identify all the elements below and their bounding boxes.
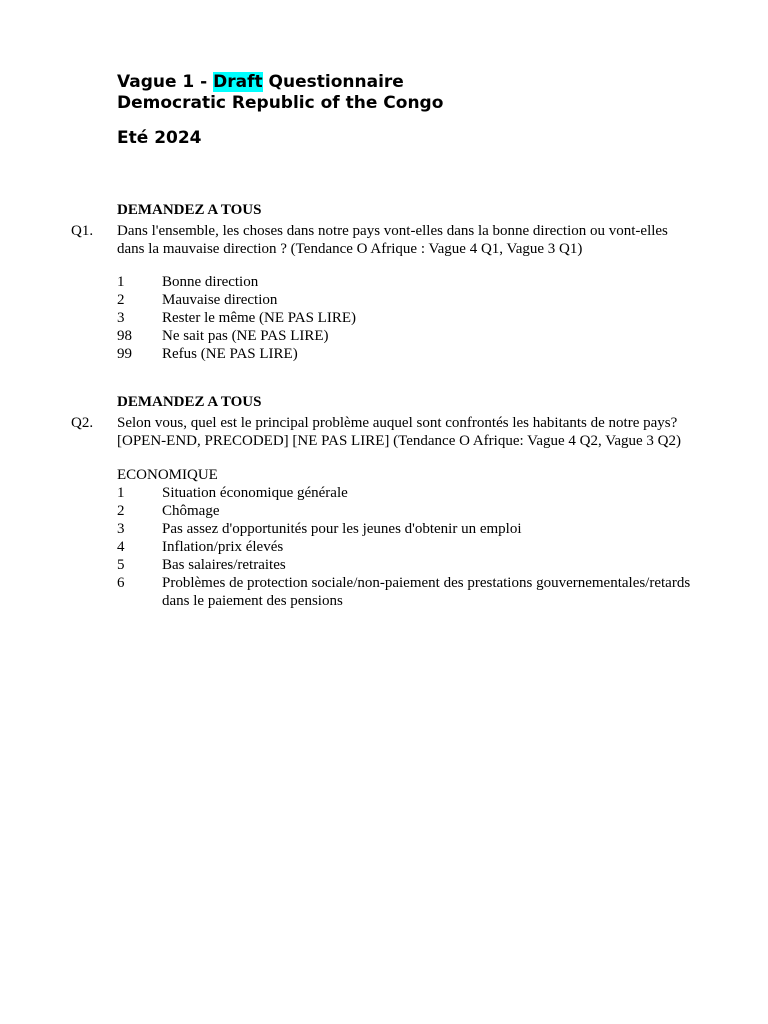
q1-options: [117, 273, 717, 363]
q1-option: [117, 345, 717, 363]
q2-options: [117, 466, 717, 610]
document-header: [117, 72, 443, 149]
q1-number: Q1.: [71, 223, 94, 239]
option-label: Mauvaise direction: [162, 292, 278, 308]
q2-option: [117, 556, 717, 574]
q2-option: [117, 538, 717, 556]
q1-text: Dans l'ensemble, les choses dans notre pays vont-elles dans la bonne direction ou vont-elles dans la mauvaise direction ? (Tendance O Afrique : Vague 4 Q1, Vague 3 Q1): [117, 223, 668, 257]
option-code: 2: [117, 503, 125, 519]
option-code: 5: [117, 557, 125, 573]
option-label: Bonne direction: [162, 274, 259, 290]
option-label: Ne sait pas (NE PAS LIRE): [162, 328, 329, 344]
q1-ask-all: DEMANDEZ A TOUS: [117, 202, 262, 218]
option-label: Inflation/prix élevés: [162, 539, 284, 555]
option-code: 3: [117, 521, 125, 537]
title-prefix: Vague 1 -: [117, 72, 214, 92]
option-code: 6: [117, 575, 125, 591]
q1-option: [117, 291, 717, 309]
q2-ask-all: DEMANDEZ A TOUS: [117, 394, 262, 410]
q2-group-label: ECONOMIQUE: [117, 467, 218, 483]
option-label: Problèmes de protection sociale/non-paiement des prestations gouvernementales/retards dans le paiement des pensions: [162, 575, 691, 609]
option-code: 2: [117, 292, 125, 308]
q2-option: [117, 520, 717, 538]
option-label: Refus (NE PAS LIRE): [162, 346, 298, 362]
option-code: 1: [117, 485, 125, 501]
q2-option: [117, 502, 717, 520]
option-code: 99: [117, 346, 132, 362]
option-label: Chômage: [162, 503, 220, 519]
country-title: Democratic Republic of the Congo: [117, 93, 444, 113]
q1-option: [117, 309, 717, 327]
document-title: [117, 72, 443, 93]
q2-option: [117, 574, 717, 610]
option-code: 1: [117, 274, 125, 290]
title-highlight-draft: Draft: [213, 72, 263, 92]
q1-option: [117, 273, 717, 291]
q2-text: Selon vous, quel est le principal problème auquel sont confrontés les habitants de notre pays? [OPEN-END, PRECODED] [NE PAS LIRE] (Tendance O Afrique: Vague 4 Q2, Vague 3 Q2): [117, 415, 682, 449]
option-code: 3: [117, 310, 125, 326]
option-code: 4: [117, 539, 125, 555]
option-label: Situation économique générale: [162, 485, 348, 501]
q2-option: [117, 484, 717, 502]
option-label: Pas assez d'opportunités pour les jeunes d'obtenir un emploi: [162, 521, 522, 537]
title-suffix: Questionnaire: [262, 72, 404, 92]
option-code: 98: [117, 328, 132, 344]
option-label: Rester le même (NE PAS LIRE): [162, 310, 356, 326]
q2-number: Q2.: [71, 415, 94, 431]
option-label: Bas salaires/retraites: [162, 557, 286, 573]
survey-date: Eté 2024: [117, 128, 202, 148]
q1-option: [117, 327, 717, 345]
